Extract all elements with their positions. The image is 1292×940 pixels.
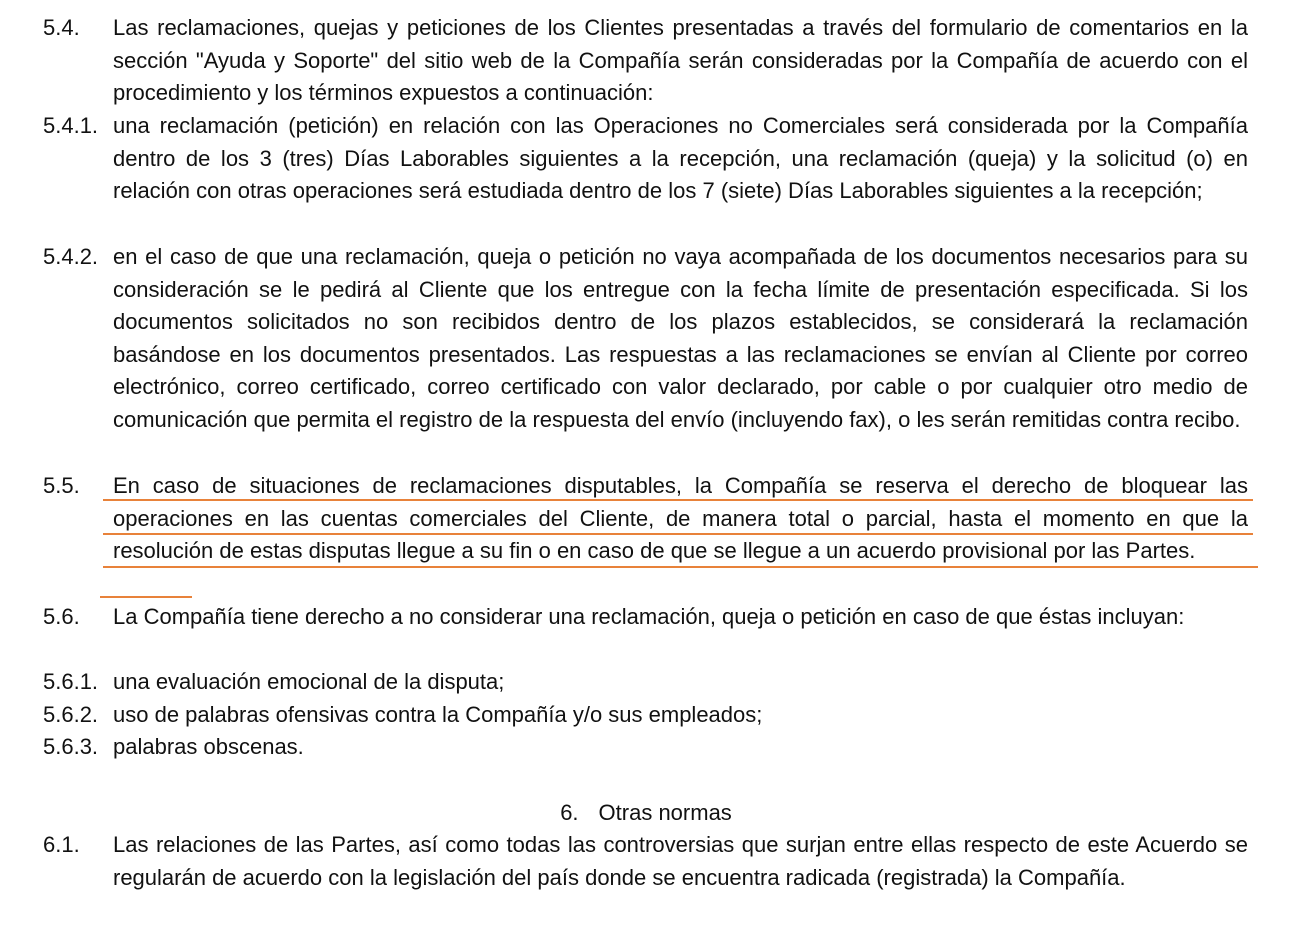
- clause-number: 5.6.1.: [43, 669, 99, 694]
- clause-text: La Compañía tiene derecho a no considerar una reclamación, queja o petición en caso de que éstas incluyan:: [113, 604, 1185, 629]
- clause-number: 5.6.2.: [43, 702, 99, 727]
- clause-text: uso de palabras ofensivas contra la Compañía y/o sus empleados;: [113, 702, 763, 727]
- section-number: 6.: [560, 800, 579, 825]
- clause-number: 5.4.2.: [43, 244, 99, 269]
- clause-text: una evaluación emocional de la disputa;: [113, 669, 505, 694]
- clause-text: En caso de situaciones de reclamaciones disputables, la Compañía se reserva el derecho de bloquear las operaciones en las cuentas comerciales del Cliente, de manera total o parcial, hasta el momento en que la resolución de estas disputas llegue a su fin o en caso de que se llegue a un acuerdo provisional por las Partes.: [113, 473, 1248, 564]
- highlight-underline: [103, 533, 1253, 535]
- clause-text: en el caso de que una reclamación, queja o petición no vaya acompañada de los documentos necesarios para su consideración se le pedirá al Cliente que los entregue con la fecha límite de presentación especificada. Si los documentos solicitados no son recibidos dentro de los plazos establecidos, se considerará la reclamación basándose en los documentos presentados. Las respuestas a las reclamaciones se envían al Cliente por correo electrónico, correo certificado, correo certificado con valor declarado, por cable o por cualquier otro medio de comunicación que permita el registro de la respuesta del envío (incluyendo fax), o les serán remitidas contra recibo.: [113, 244, 1248, 432]
- section-heading: [0, 797, 1292, 830]
- clause-number: 5.4.1.: [43, 113, 99, 138]
- clause-text: palabras obscenas.: [113, 734, 304, 759]
- clause-text: Las relaciones de las Partes, así como todas las controversias que surjan entre ellas respecto de este Acuerdo se regularán de acuerdo con la legislación del país donde se encuentra radicada (registrada) la Compañía.: [113, 832, 1248, 890]
- highlight-underline: [103, 566, 1258, 568]
- clause-number: 5.5.: [43, 473, 80, 498]
- section-title: Otras normas: [598, 800, 732, 825]
- clause-number: 5.6.: [43, 604, 80, 629]
- clause-number: 5.6.3.: [43, 734, 99, 759]
- clause-number: 6.1.: [43, 832, 80, 857]
- clause-text: Las reclamaciones, quejas y peticiones de los Clientes presentadas a través del formulario de comentarios en la sección "Ayuda y Soporte" del sitio web de la Compañía serán consideradas por la Compañía de acuerdo con el procedimiento y los términos expuestos a continuación:: [113, 15, 1248, 106]
- highlight-underline: [103, 499, 1253, 501]
- highlight-underline: [100, 596, 192, 598]
- clause-text: una reclamación (petición) en relación con las Operaciones no Comerciales será considerada por la Compañía dentro de los 3 (tres) Días Laborables siguientes a la recepción, una reclamación (queja) y la solicitud (o) en relación con otras operaciones será estudiada dentro de los 7 (siete) Días Laborables siguientes a la recepción;: [113, 113, 1248, 204]
- clause-number: 5.4.: [43, 15, 80, 40]
